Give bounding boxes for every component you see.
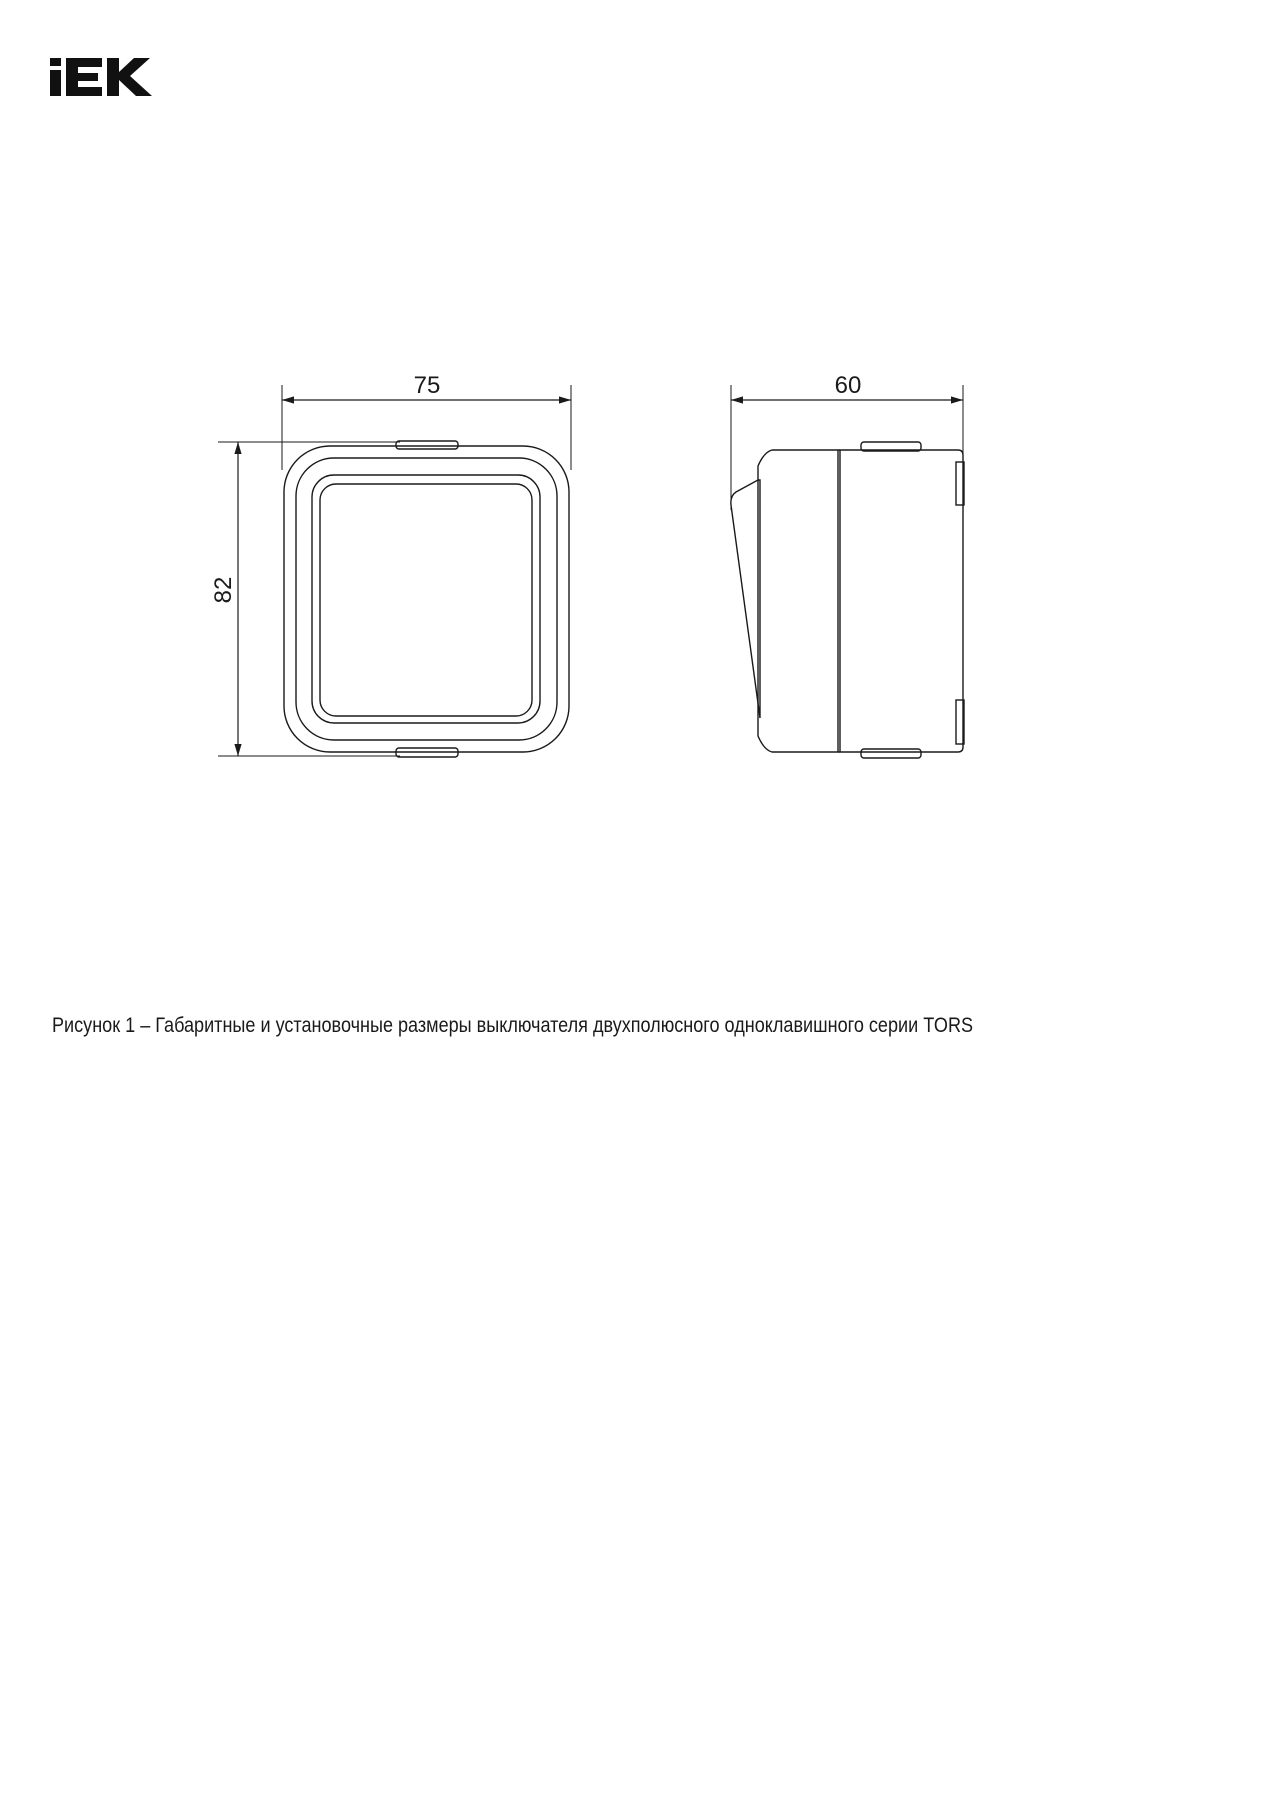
- height-label: 82: [210, 576, 237, 604]
- width-label: 75: [413, 372, 441, 399]
- depth-label: 60: [834, 372, 862, 399]
- front-housing-outer: [284, 446, 569, 752]
- front-view: [218, 385, 571, 757]
- side-body-front: [758, 450, 840, 752]
- figure-caption: Рисунок 1 – Габаритные и установочные размеры выключателя двухполюсного одноклавишного серии TORS: [52, 1014, 974, 1037]
- side-bottom-gland: [861, 749, 921, 758]
- dimension-drawing: [0, 0, 1280, 800]
- side-body-rear: [840, 450, 963, 752]
- top-gland: [396, 441, 458, 449]
- side-rocker-key: [731, 480, 760, 718]
- side-view: [731, 385, 964, 758]
- rocker-key-inner: [320, 484, 532, 716]
- front-housing-inner: [296, 458, 557, 740]
- rocker-key-outer: [312, 475, 540, 723]
